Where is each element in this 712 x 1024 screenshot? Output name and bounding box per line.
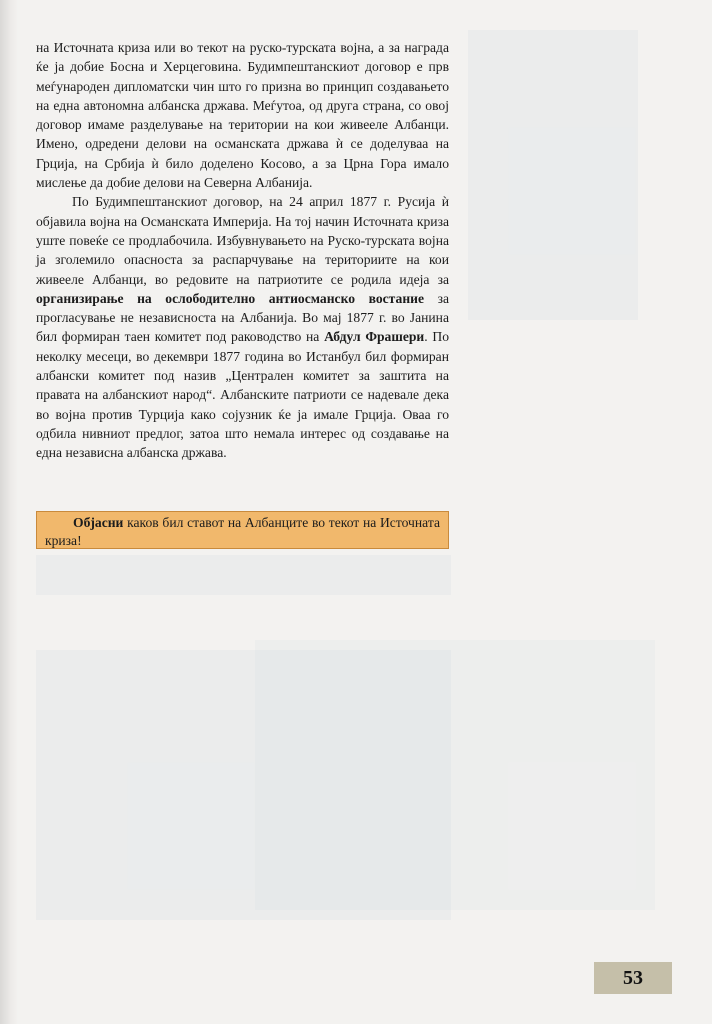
task-text: каков бил ставот на Албанците во текот на Источната криза! [45,515,440,548]
paragraph-2-text: за прогласување не независноста на Албанија. Во мај 1877 г. во Јанина бил формиран таен комитет под раководство на [36,290,449,345]
page-edge [0,0,18,1024]
task-lead: Објасни [73,515,124,530]
person-name-emphasis: Абдул Фрашери [324,329,425,345]
paragraph-2 [36,192,449,462]
show-through-band [36,555,451,595]
paragraph-2-text: . По неколку месеци, во декември 1877 година во Истанбул бил формиран албански комитет под назив „Централен комитет за заштита на правата на албанскиот народ“. Албанските патриоти се надевале дека во војна против Турција како сојузник ќе ја имале Грција. Оваа го одбила нивниот предлог, затоа што немала интерес од создавање на една независна албанска држава. [36,329,449,461]
task-box [36,511,449,549]
body-text-column [36,38,449,463]
page-number [594,962,672,994]
show-through-image [468,30,638,320]
paragraph-1: на Источната криза или во текот на руско-турската војна, а за награда ќе ја добие Босна и Херцеговина. Будимпештанскиот договор е прв меѓународен дипломатски чин што го призна во принцип создавањето на една автономна албанска држава. Меѓутоа, од друга страна, со овој договор имаме разделување на територии на кои живееле Албанци. Имено, одредени делови на османската држава ѝ се доделуваа на Грција, на Србија ѝ било доделено Косово, а за Црна Гора имало мислење да добие делови на Северна Албанија. [36,40,449,191]
page-number-label: 53 [623,966,643,989]
show-through-image [255,640,655,910]
paragraph-2-emphasis: организирање на ослободително антиосманско востание [36,290,425,306]
paragraph-2-text: По Будимпештанскиот договор, на 24 април 1877 г. Русија ѝ објавила војна на Османската Империја. На тој начин Источната криза уште повеќе се продлабочила. Избувнувањето на Руско-турската војна ја зголемило опасноста за распарчување на териториите на кои живееле Албанци, во редовите на патриотите се родила идеја за [36,194,449,287]
